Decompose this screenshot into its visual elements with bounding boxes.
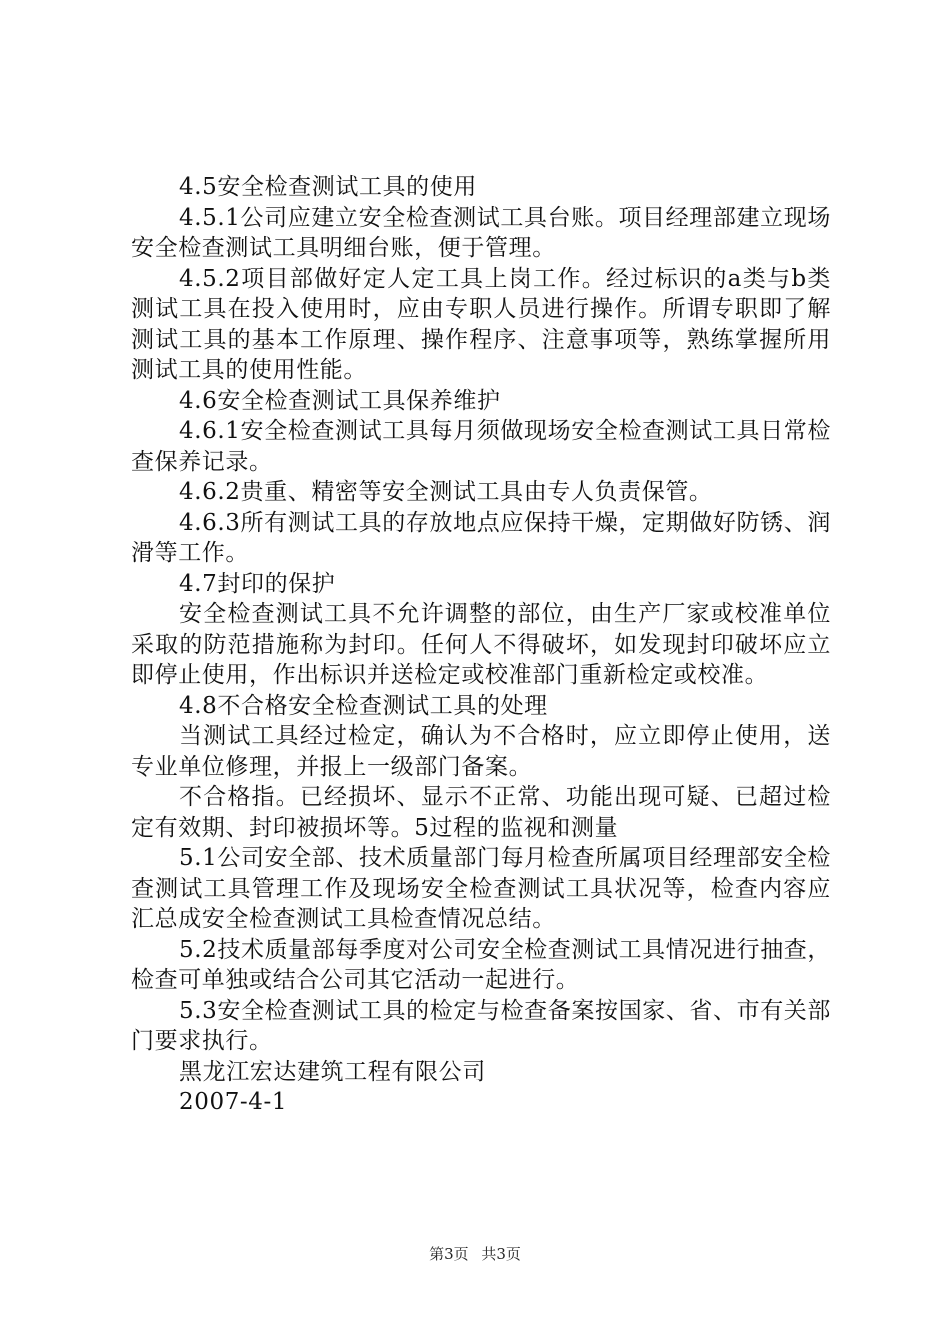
document-date: 2007-4-1 (179, 1089, 288, 1115)
paragraph-4-6-3: 4.6.3所有测试工具的存放地点应保持干燥，定期做好防锈、润滑等工作。 (131, 509, 831, 566)
section-heading-4-7: 4.7封印的保护 (179, 570, 336, 597)
paragraph-4-6-1: 4.6.1安全检查测试工具每月须做现场安全检查测试工具日常检查保养记录。 (131, 418, 831, 475)
page-footer (0, 1244, 950, 1264)
paragraph-5-3: 5.3安全检查测试工具的检定与检查备案按国家、省、市有关部门要求执行。 (131, 997, 831, 1054)
paragraph-seal-protection: 安全检查测试工具不允许调整的部位，由生产厂家或校准单位采取的防范措施称为封印。任何人不得破坏，如发现封印破坏应立即停止使用，作出标识并送检定或校准部门重新检定或校准。 (131, 601, 831, 688)
section-heading-4-8: 4.8不合格安全检查测试工具的处理 (179, 692, 548, 719)
section-heading-4-6: 4.6安全检查测试工具保养维护 (179, 387, 501, 414)
section-heading-4-5: 4.5安全检查测试工具的使用 (179, 174, 477, 200)
company-name: 黑龙江宏达建筑工程有限公司 (179, 1058, 486, 1085)
paragraph-nonconforming-handling: 当测试工具经过检定，确认为不合格时，应立即停止使用，送专业单位修理，并报上一级部门备案。 (131, 723, 831, 780)
paragraph-4-5-2: 4.5.2项目部做好定人定工具上岗工作。经过标识的a类与b类测试工具在投入使用时，应由专职人员进行操作。所谓专职即了解测试工具的基本工作原理、操作程序、注意事项等，熟练掌握所用测试工具的使用性能。 (131, 265, 831, 383)
paragraph-4-5-1: 4.5.1公司应建立安全检查测试工具台账。项目经理部建立现场安全检查测试工具明细台账，便于管理。 (131, 204, 831, 261)
paragraph-4-6-2: 4.6.2贵重、精密等安全测试工具由专人负责保管。 (179, 479, 713, 505)
page-total: 共3页 (481, 1245, 521, 1263)
paragraph-nonconforming-definition: 不合格指。已经损坏、显示不正常、功能出现可疑、已超过检定有效期、封印被损坏等。5过程的监视和测量 (131, 784, 831, 841)
page-number: 第3页 (429, 1245, 469, 1263)
document-body (131, 172, 831, 1118)
paragraph-5-1: 5.1公司安全部、技术质量部门每月检查所属项目经理部安全检查测试工具管理工作及现场安全检查测试工具状况等，检查内容应汇总成安全检查测试工具检查情况总结。 (131, 845, 831, 932)
paragraph-5-2: 5.2技术质量部每季度对公司安全检查测试工具情况进行抽查，检查可单独或结合公司其它活动一起进行。 (131, 936, 831, 993)
